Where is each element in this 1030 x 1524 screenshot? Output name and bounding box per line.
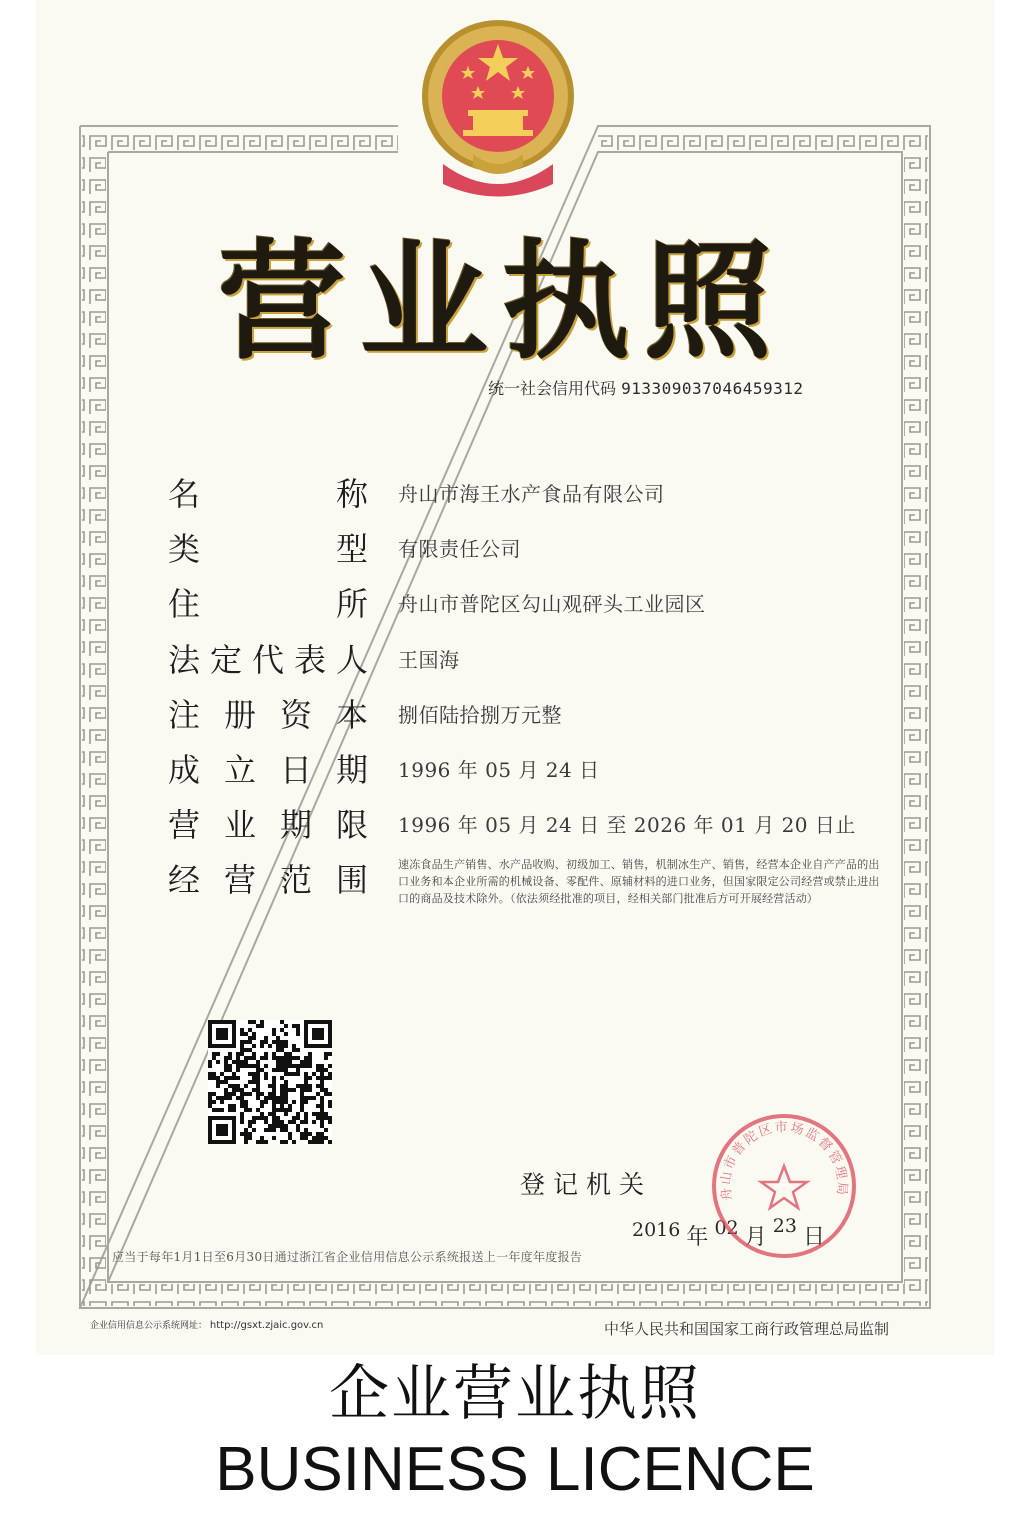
issue-month: 02 xyxy=(714,1217,739,1239)
label-address: 住 所 xyxy=(168,585,368,623)
label-term: 营 业 期 限 xyxy=(168,806,368,844)
value-address: 舟山市普陀区勾山观砰头工业园区 xyxy=(398,592,706,616)
issue-year: 2016 xyxy=(632,1219,681,1241)
value-established: 1996 年 05 月 24 日 xyxy=(398,758,600,782)
footer-supervisor: 中华人民共和国国家工商行政管理总局监制 xyxy=(604,1320,890,1338)
registration-authority: 登记机关 xyxy=(520,1170,653,1199)
label-type: 类 型 xyxy=(168,530,368,568)
label-legal-rep: 法 定 代 表 人 xyxy=(168,641,368,679)
caption-chinese: 企业营业执照 xyxy=(329,1359,701,1429)
svg-text:舟山市普陀区市场监督管理局: 舟山市普陀区市场监督管理局 xyxy=(718,1120,850,1202)
value-term: 1996 年 05 月 24 日 至 2026 年 01 月 20 日止 xyxy=(398,813,856,837)
national-emblem-icon xyxy=(413,14,583,204)
value-name: 舟山市海王水产食品有限公司 xyxy=(398,482,665,506)
caption-english: BUSINESS LICENCE xyxy=(215,1435,815,1504)
credit-code-line xyxy=(488,377,804,401)
value-type: 有限责任公司 xyxy=(398,537,521,561)
official-seal-icon xyxy=(708,1110,860,1262)
issue-month-unit: 月 xyxy=(744,1225,767,1250)
label-name: 名 称 xyxy=(168,475,368,513)
credit-code-label: 统一社会信用代码 xyxy=(488,379,617,398)
footer-website-url[interactable]: http://gsxt.zjaic.gov.cn xyxy=(209,1320,324,1331)
label-scope: 经 营 范 围 xyxy=(168,861,368,899)
issue-day: 23 xyxy=(772,1215,797,1237)
value-legal-rep: 王国海 xyxy=(398,648,460,672)
value-capital: 捌佰陆拾捌万元整 xyxy=(398,703,562,727)
footer-website-label: 企业信用信息公示系统网址： xyxy=(90,1321,208,1331)
label-established: 成 立 日 期 xyxy=(168,751,368,789)
credit-code-value: 913309037046459312 xyxy=(621,379,804,398)
qr-code-icon xyxy=(208,1020,332,1144)
value-business-scope: 速冻食品生产销售、水产品收购、初级加工、销售，机制冰生产、销售，经营本企业自产产品的出口业务和本企业所需的机械设备、零配件、原辅材料的进口业务，但国家限定公司经营或禁止进出口的商品及技术除外。（依法须经批准的项目，经相关部门批准后方可开展经营活动） xyxy=(398,858,880,905)
footer-website xyxy=(90,1318,323,1331)
label-capital: 注 册 资 本 xyxy=(168,696,368,734)
issue-year-unit: 年 xyxy=(686,1225,709,1250)
issue-day-unit: 日 xyxy=(803,1225,826,1250)
annual-report-note: 应当于每年1月1日至6月30日通过浙江省企业信用信息公示系统报送上一年度年度报告 xyxy=(112,1250,583,1264)
license-title: 营业执照 xyxy=(218,228,787,377)
